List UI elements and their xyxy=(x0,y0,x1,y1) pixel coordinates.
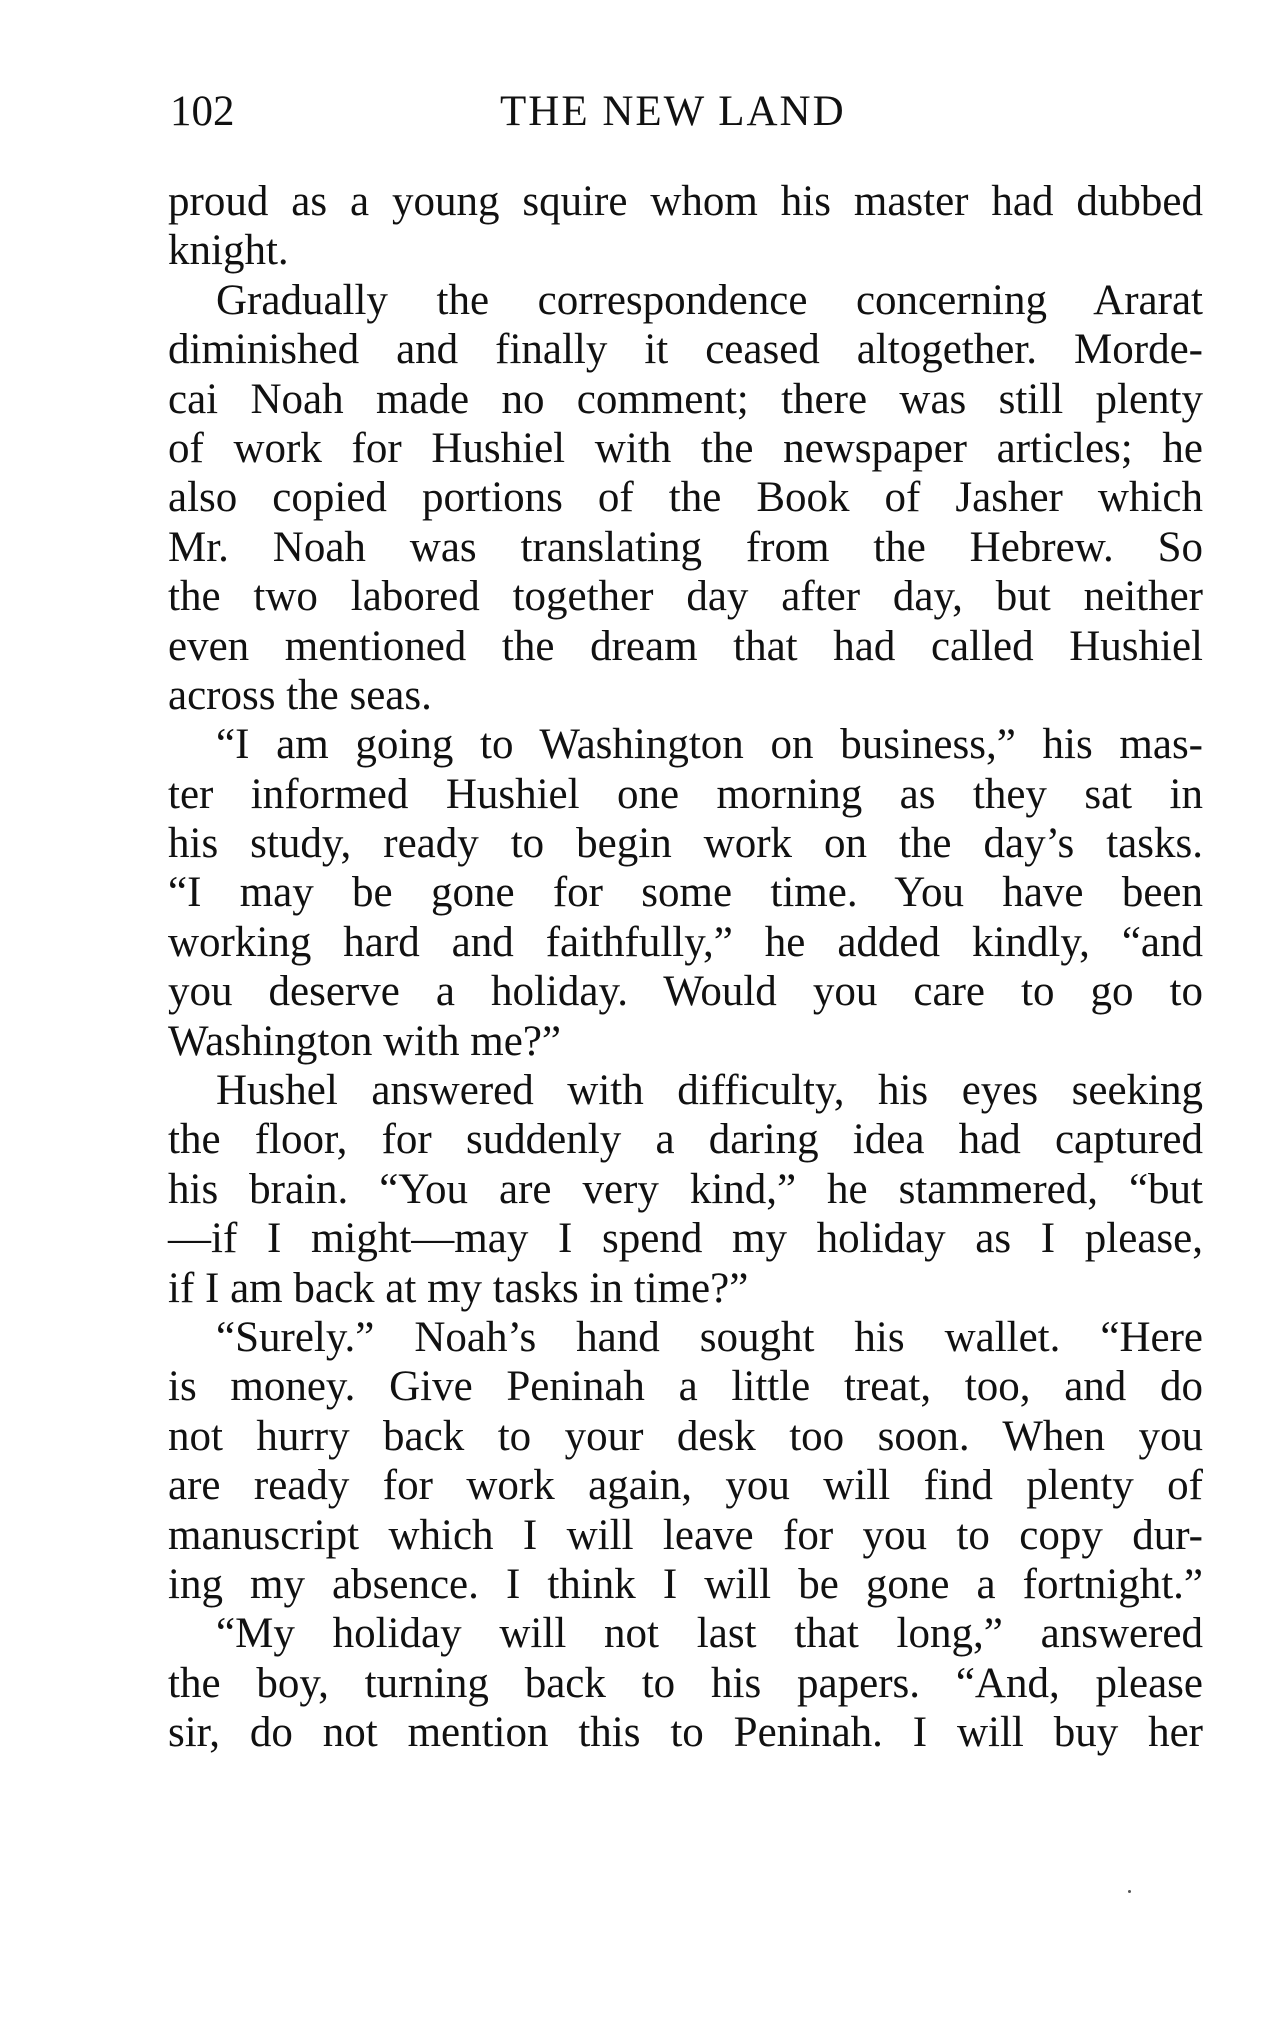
text-line: —if I might—may I spend my holiday as I please, xyxy=(168,1215,1203,1263)
text-line: across the seas. xyxy=(168,671,432,719)
text-line: “I may be gone for some time. You have been xyxy=(168,869,1203,917)
running-head: THE NEW LAND xyxy=(500,88,846,135)
text-line: “My holiday will not last that long,” answered xyxy=(216,1610,1203,1658)
text-line: manuscript which I will leave for you to copy dur- xyxy=(168,1511,1203,1559)
text-line: Hushel answered with difficulty, his eyes seeking xyxy=(216,1067,1203,1115)
text-line: of work for Hushiel with the newspaper articles; he xyxy=(168,424,1203,472)
text-line: the boy, turning back to his papers. “And, please xyxy=(168,1659,1203,1707)
text-line: proud as a young squire whom his master had dubbed xyxy=(168,178,1203,225)
text-line: cai Noah made no comment; there was still plenty xyxy=(168,375,1203,423)
body-text xyxy=(168,177,1203,1758)
text-line: Gradually the correspondence concerning Ararat xyxy=(216,276,1203,324)
text-line: Mr. Noah was translating from the Hebrew. So xyxy=(168,523,1203,571)
text-line: not hurry back to your desk too soon. When you xyxy=(168,1412,1203,1460)
text-line: are ready for work again, you will find plenty of xyxy=(168,1462,1203,1510)
text-line: ter informed Hushiel one morning as they sat in xyxy=(168,770,1203,818)
text-line: if I am back at my tasks in time?” xyxy=(168,1264,749,1312)
text-line: his study, ready to begin work on the day’s tasks. xyxy=(168,820,1203,868)
text-line: even mentioned the dream that had called Hushiel xyxy=(168,622,1203,670)
text-line: also copied portions of the Book of Jasher which xyxy=(168,474,1203,522)
text-line: the two labored together day after day, but neither xyxy=(168,573,1203,621)
text-line: working hard and faithfully,” he added kindly, “and xyxy=(168,918,1203,966)
text-line: Washington with me?” xyxy=(168,1017,562,1065)
text-line: knight. xyxy=(168,227,289,275)
text-line: sir, do not mention this to Peninah. I will buy her xyxy=(168,1709,1203,1757)
text-line: is money. Give Peninah a little treat, too, and do xyxy=(168,1363,1203,1411)
text-line: his brain. “You are very kind,” he stammered, “but xyxy=(168,1165,1203,1213)
text-line: diminished and finally it ceased altogether. Morde- xyxy=(168,326,1203,374)
text-line: the floor, for suddenly a daring idea had captured xyxy=(168,1116,1203,1164)
page-header xyxy=(170,82,1200,142)
text-line: you deserve a holiday. Would you care to go to xyxy=(168,968,1203,1016)
text-line: ing my absence. I think I will be gone a fortnight.” xyxy=(168,1560,1203,1608)
text-line: “I am going to Washington on business,” his mas- xyxy=(216,721,1203,769)
page-number: 102 xyxy=(170,88,235,135)
paper-speck xyxy=(1128,1890,1131,1893)
text-line: “Surely.” Noah’s hand sought his wallet. “Here xyxy=(216,1313,1203,1361)
